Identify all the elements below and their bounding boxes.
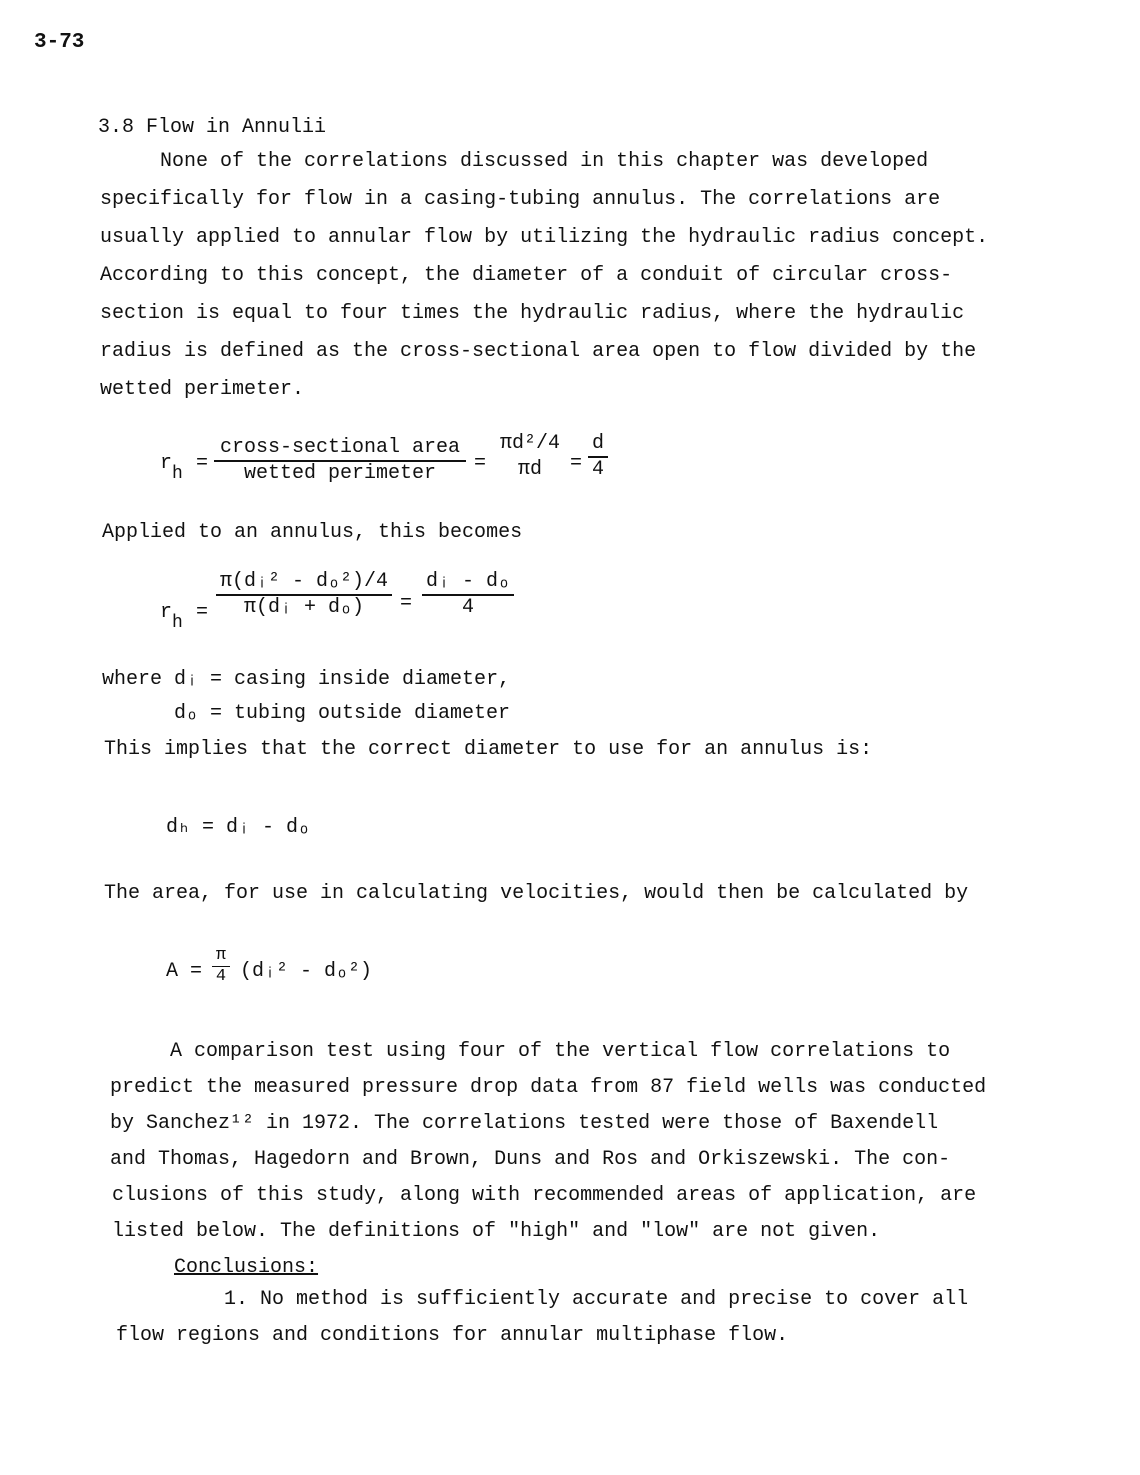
paragraph-2-line: by Sanchez¹² in 1972. The correlations tested were those of Baxendell xyxy=(110,1112,939,1135)
eq1-equals-3: = xyxy=(570,452,583,475)
eq2-fraction-1-denominator: π(dᵢ + dₒ) xyxy=(243,596,365,619)
eq1-equals-1: = xyxy=(196,452,209,475)
eq2-fraction-2-denominator: 4 xyxy=(461,596,474,619)
eq2-fraction-1 xyxy=(216,570,392,620)
equation-hydraulic-diameter: dₕ = dᵢ - dₒ xyxy=(166,816,311,839)
eq2-lhs: rh xyxy=(160,601,183,633)
conclusion-1-line-1: 1. No method is sufficiently accurate and precise to cover all xyxy=(224,1288,969,1311)
paragraph-1-line: specifically for flow in a casing-tubing annulus. The correlations are xyxy=(100,188,941,211)
eq1-fraction-2-denominator: πd xyxy=(517,458,542,481)
eq2-fraction-1-numerator: π(dᵢ² - dₒ²)/4 xyxy=(219,570,389,593)
paragraph-2-line: A comparison test using four of the vertical flow correlations to xyxy=(170,1040,951,1063)
paragraph-2-line: listed below. The definitions of "high" and "low" are not given. xyxy=(112,1220,881,1243)
eq1-fraction-3 xyxy=(588,432,608,482)
paragraph-1-line: section is equal to four times the hydraulic radius, where the hydraulic xyxy=(100,302,965,325)
eq1-fraction-3-numerator: d xyxy=(591,432,604,455)
paragraph-1-line: radius is defined as the cross-sectional area open to flow divided by the xyxy=(100,340,977,363)
applied-line: Applied to an annulus, this becomes xyxy=(102,521,523,544)
paragraph-1-line: wetted perimeter. xyxy=(100,378,305,401)
eq4-fraction-numerator: π xyxy=(215,946,227,965)
eq1-fraction-2-numerator: πd²/4 xyxy=(499,432,560,455)
eq4-fraction-denominator: 4 xyxy=(215,967,227,987)
eq1-equals-2: = xyxy=(474,452,487,475)
eq4-fraction xyxy=(212,946,230,988)
eq2-equals-1: = xyxy=(196,601,209,624)
paragraph-2-line: predict the measured pressure drop data from 87 field wells was conducted xyxy=(110,1076,987,1099)
conclusions-heading: Conclusions: xyxy=(174,1256,319,1279)
eq4-lhs: A = xyxy=(166,960,203,983)
eq2-fraction-2-numerator: dᵢ - dₒ xyxy=(425,570,510,593)
conclusion-1-line-2: flow regions and conditions for annular multiphase flow. xyxy=(116,1324,789,1347)
where-line-1: where dᵢ = casing inside diameter, xyxy=(102,668,511,691)
eq1-fraction-1-numerator: cross-sectional area xyxy=(219,436,461,459)
eq2-equals-2: = xyxy=(400,592,413,615)
paragraph-2-line: and Thomas, Hagedorn and Brown, Duns and Ros and Orkiszewski. The con- xyxy=(110,1148,951,1171)
paragraph-1-line: None of the correlations discussed in this chapter was developed xyxy=(160,150,929,173)
eq1-fraction-1 xyxy=(214,436,466,486)
paragraph-1-line: According to this concept, the diameter of a conduit of circular cross- xyxy=(100,264,953,287)
eq2-fraction-2 xyxy=(422,570,514,620)
page-number: 3-73 xyxy=(34,31,85,54)
eq1-fraction-3-denominator: 4 xyxy=(591,458,604,481)
paragraph-2-line: clusions of this study, along with recommended areas of application, are xyxy=(112,1184,977,1207)
where-line-2: dₒ = tubing outside diameter xyxy=(174,702,511,725)
eq1-fraction-1-denominator: wetted perimeter xyxy=(243,462,437,485)
implies-line: This implies that the correct diameter to use for an annulus is: xyxy=(104,738,873,761)
area-line: The area, for use in calculating velocities, would then be calculated by xyxy=(104,882,969,905)
eq1-fraction-2 xyxy=(494,432,566,482)
section-heading: 3.8 Flow in Annulii xyxy=(98,116,327,139)
eq1-lhs: rh xyxy=(160,452,183,484)
eq4-rest: (dᵢ² - dₒ²) xyxy=(240,960,373,983)
paragraph-1-line: usually applied to annular flow by utilizing the hydraulic radius concept. xyxy=(100,226,989,249)
